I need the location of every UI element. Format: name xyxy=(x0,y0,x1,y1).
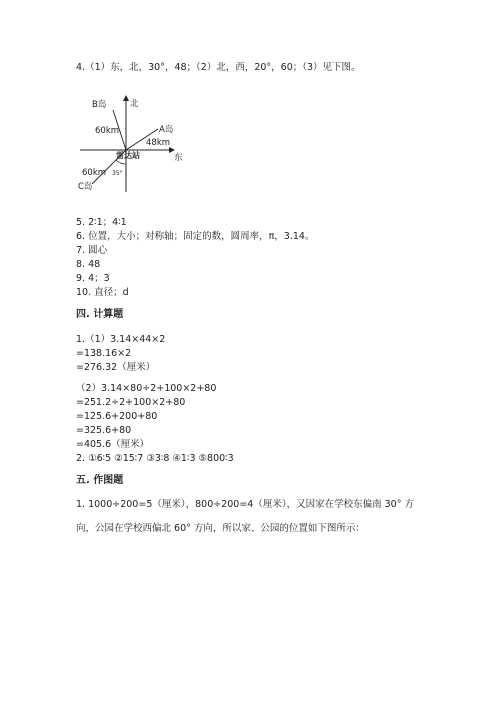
calc-line: =276.32（厘米） xyxy=(76,362,156,373)
answer-q4: 4.（1）东，北，30°，48；（2）北，西，20°，60；（3）见下图。 xyxy=(76,62,361,73)
calc-line: =251.2÷2+100×2+80 xyxy=(76,397,186,408)
radar-station-label: 雷达站 xyxy=(116,151,140,160)
distance-c-label: 60km xyxy=(82,168,107,178)
calc-line: =138.16×2 xyxy=(76,348,132,359)
section5-title: 五. 作图题 xyxy=(76,475,124,486)
section4-title: 四. 计算题 xyxy=(76,309,124,320)
answer-q8: 8. 48 xyxy=(76,259,101,270)
calc-line: 2. ①6∶5 ②15∶7 ③3∶8 ④1∶3 ⑤800∶3 xyxy=(76,453,234,464)
calc-line: =125.6+200+80 xyxy=(76,411,158,422)
island-a-label: A岛 xyxy=(159,125,174,135)
answer-q10: 10. 直径；d xyxy=(76,287,129,298)
section5-line1: 1. 1000÷200=5（厘米），800÷200=4（厘米），又因家在学校东偏南 30° 方 xyxy=(76,499,414,510)
calc-line: =325.6+80 xyxy=(76,425,132,436)
section5-paragraph xyxy=(76,493,426,541)
north-label: 北 xyxy=(130,99,139,109)
calc-line: =405.6（厘米） xyxy=(76,439,150,450)
island-c-label: C岛 xyxy=(78,182,93,192)
answer-q6: 6. 位置，大小；对称轴；固定的数，圆周率，π，3.14。 xyxy=(76,231,315,242)
radar-direction-diagram xyxy=(76,88,196,198)
island-b-label: B岛 xyxy=(92,100,107,110)
angle-c-label: 35° xyxy=(112,170,123,177)
section5-line2: 向，公园在学校西偏北 60° 方向，所以家、公园的位置如下图所示： xyxy=(76,523,365,534)
calc-line: 1.（1）3.14×44×2 xyxy=(76,334,166,345)
answer-q7: 7. 圆心 xyxy=(76,245,108,256)
answer-q9: 9. 4；3 xyxy=(76,273,110,284)
calc-line: （2）3.14×80÷2+100×2+80 xyxy=(76,383,217,394)
answer-q5: 5. 2∶1；4∶1 xyxy=(76,217,127,228)
distance-b-label: 60km xyxy=(95,126,120,136)
angle-arc-c xyxy=(116,160,126,164)
distance-a-label: 48km xyxy=(146,138,171,148)
east-label: 东 xyxy=(174,153,183,163)
